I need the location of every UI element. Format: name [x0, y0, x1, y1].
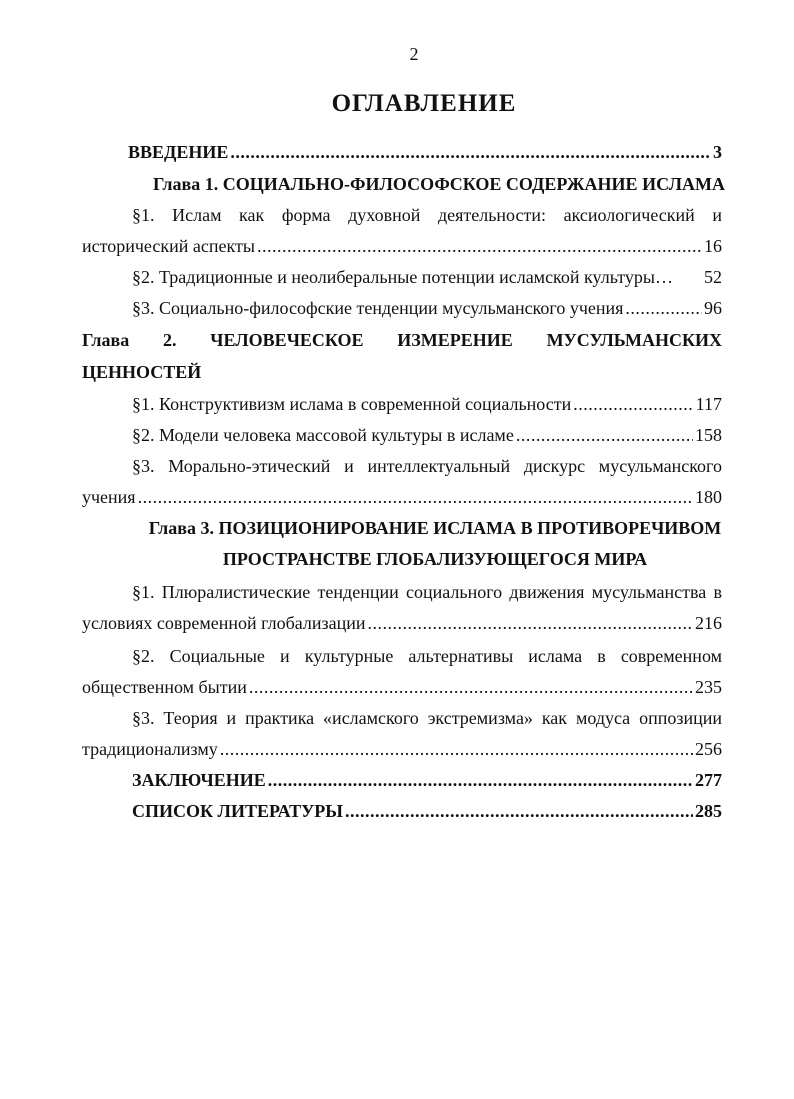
toc-label: §2. Традиционные и неолиберальные потенции исламской культуры… [132, 267, 673, 287]
toc-entry-ch3-s1[interactable] [82, 611, 722, 635]
toc-page: 16 [704, 236, 722, 256]
toc-entry-introduction[interactable] [128, 140, 722, 164]
dot-leader [257, 234, 702, 258]
toc-entry-ch1-s1[interactable] [82, 234, 722, 258]
toc-entry-ch3-s2[interactable] [82, 675, 722, 699]
toc-page: 256 [695, 739, 722, 759]
toc-label: ВВЕДЕНИЕ [128, 142, 229, 162]
dot-leader [268, 768, 693, 792]
toc-page: 3 [713, 142, 722, 162]
toc-entry-conclusion[interactable] [132, 768, 722, 792]
toc-entry-ch2-s1[interactable] [132, 392, 722, 416]
toc-entry-ch2-s3[interactable] [82, 485, 722, 509]
toc-entry-ch3-s1-line1[interactable]: §1. Плюралистические тенденции социального движения мусульманства в [132, 582, 722, 602]
chapter-3-heading-line1: Глава 3. ПОЗИЦИОНИРОВАНИЕ ИСЛАМА В ПРОТИВОРЕЧИВОМ [148, 518, 722, 538]
toc-entry-ch3-s3[interactable] [82, 737, 722, 761]
toc-label: §1. Конструктивизм ислама в современной социальности [132, 394, 572, 414]
dot-leader [573, 392, 693, 416]
toc-entry-ch2-s3-line1[interactable]: §3. Морально-этический и интеллектуальный дискурс мусульманского [132, 456, 722, 476]
toc-page: 52 [704, 267, 722, 287]
chapter-1-heading: Глава 1. СОЦИАЛЬНО-ФИЛОСОФСКОЕ СОДЕРЖАНИЕ ИСЛАМА [152, 174, 726, 194]
toc-page: 285 [695, 801, 722, 821]
toc-label: §2. Модели человека массовой культуры в исламе [132, 425, 514, 445]
chapter-2-heading-line2: ЦЕННОСТЕЙ [82, 362, 202, 382]
toc-label: §3. Социально-философские тенденции мусульманского учения [132, 298, 624, 318]
toc-page: 96 [704, 298, 722, 318]
toc-entry-ch3-s3-line1[interactable]: §3. Теория и практика «исламского экстремизма» как модуса оппозиции [132, 708, 722, 728]
toc-label: ЗАКЛЮЧЕНИЕ [132, 770, 266, 790]
page-number: 2 [409, 44, 419, 64]
toc-label: общественном бытии [82, 677, 247, 697]
toc-label: учения [82, 487, 136, 507]
toc-entry-ch3-s2-line1[interactable]: §2. Социальные и культурные альтернативы ислама в современном [132, 646, 722, 666]
dot-leader [625, 296, 702, 320]
toc-entry-ch1-s2[interactable] [132, 265, 722, 289]
toc-label: условиях современной глобализации [82, 613, 366, 633]
dot-leader [220, 737, 693, 761]
toc-page: 180 [695, 487, 722, 507]
toc-entry-ch1-s3[interactable] [132, 296, 722, 320]
toc-entry-ch1-s1-line1[interactable]: §1. Ислам как форма духовной деятельности: аксиологический и [132, 205, 722, 225]
chapter-3-heading-line2: ПРОСТРАНСТВЕ ГЛОБАЛИЗУЮЩЕГОСЯ МИРА [222, 549, 648, 569]
dot-leader [516, 423, 693, 447]
chapter-2-heading-line1: Глава 2. ЧЕЛОВЕЧЕСКОЕ ИЗМЕРЕНИЕ МУСУЛЬМАНСКИХ [82, 330, 722, 350]
toc-label: СПИСОК ЛИТЕРАТУРЫ [132, 801, 343, 821]
dot-leader [138, 485, 693, 509]
toc-label: исторический аспекты [82, 236, 255, 256]
dot-leader [230, 140, 711, 164]
toc-page: 235 [695, 677, 722, 697]
toc-page: 117 [695, 394, 722, 414]
toc-entry-ch2-s2[interactable] [132, 423, 722, 447]
toc-entry-bibliography[interactable] [132, 799, 722, 823]
toc-page: 277 [695, 770, 722, 790]
dot-leader [249, 675, 693, 699]
toc-page: 216 [695, 613, 722, 633]
toc-label: традиционализму [82, 739, 218, 759]
dot-leader [345, 799, 693, 823]
page-title: ОГЛАВЛЕНИЕ [331, 90, 517, 117]
dot-leader [368, 611, 693, 635]
toc-page: 158 [695, 425, 722, 445]
